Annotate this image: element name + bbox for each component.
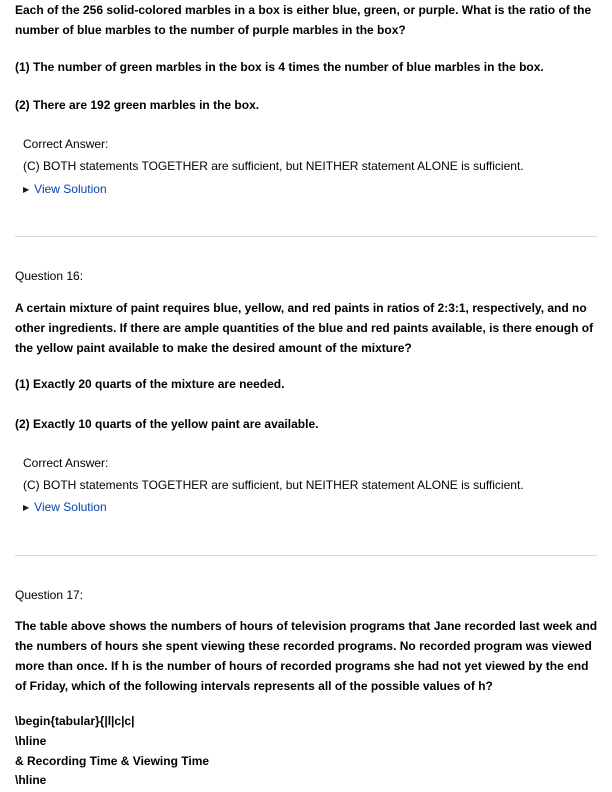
q16-stem: A certain mixture of paint requires blue, yellow, and red paints in ratios of 2:3:1, respectively, and no other ingredients. If there are ample quantities of the blue and red paints available, is there enough of the yellow paint available to make the desired amount of the mixture? — [15, 301, 594, 355]
q16-answer-label: Correct Answer: — [23, 456, 109, 470]
q16-view-solution-link[interactable] — [23, 497, 107, 518]
q15-stem: Each of the 256 solid-colored marbles in a box is either blue, green, or purple. What is the ratio of the number of blue marbles to the number of purple marbles in the box? — [15, 3, 592, 37]
q17-stem: The table above shows the numbers of hours of television programs that Jane recorded last week and the numbers of hours she spent viewing these recorded programs. No recorded program was viewed more than once. If h is the number of hours of recorded programs she had not yet viewed by the end of Friday, which of the following intervals represents all of the possible values of h? — [15, 619, 598, 693]
q17-heading: Question 17: — [15, 588, 84, 602]
q15-view-solution-label: View Solution — [34, 182, 107, 196]
q16-statement-1: (1) Exactly 20 quarts of the mixture are needed. — [15, 377, 285, 391]
q16-answer-text: (C) BOTH statements TOGETHER are sufficient, but NEITHER statement ALONE is sufficient. — [23, 478, 524, 492]
triangle-right-icon: ▶ — [23, 503, 30, 512]
q15-statement-1: (1) The number of green marbles in the box is 4 times the number of blue marbles in the box. — [15, 60, 544, 74]
q17-latex-line: \hline — [15, 773, 47, 787]
q15-statement-2: (2) There are 192 green marbles in the box. — [15, 98, 260, 112]
q16-statement-2: (2) Exactly 10 quarts of the yellow paint are available. — [15, 417, 319, 431]
q15-view-solution-link[interactable] — [23, 179, 107, 200]
q15-answer-text: (C) BOTH statements TOGETHER are sufficient, but NEITHER statement ALONE is sufficient. — [23, 159, 524, 173]
q16-heading: Question 16: — [15, 269, 84, 283]
divider — [15, 236, 597, 237]
q17-latex-line: \hline — [15, 734, 47, 748]
q15-answer-label: Correct Answer: — [23, 137, 109, 151]
divider — [15, 555, 597, 556]
q16-view-solution-label: View Solution — [34, 500, 107, 514]
q17-latex-line: \begin{tabular}{|l|c|c| — [15, 714, 135, 728]
q17-latex-line: & Recording Time & Viewing Time — [15, 754, 210, 768]
triangle-right-icon: ▶ — [23, 185, 30, 194]
